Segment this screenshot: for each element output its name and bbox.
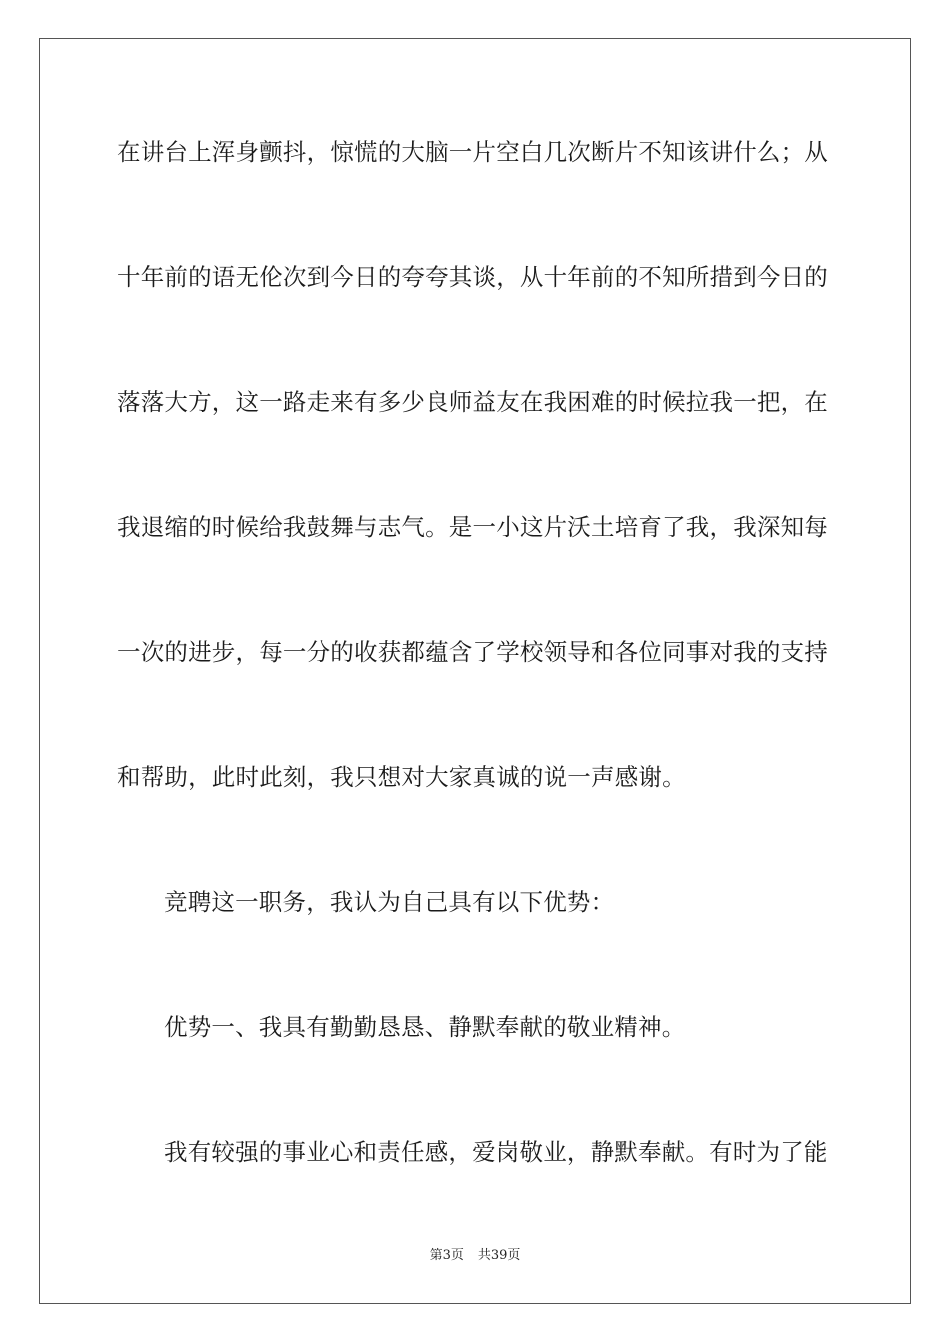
page-border <box>39 38 911 1304</box>
paragraph-line: 一次的进步，每一分的收获都蕴含了学校领导和各位同事对我的支持 <box>117 638 828 666</box>
page-number: 第3页 <box>429 1248 464 1263</box>
total-pages: 共39页 <box>477 1248 521 1263</box>
paragraph-line: 和帮助，此时此刻，我只想对大家真诚的说一声感谢。 <box>117 763 686 791</box>
paragraph-line: 我有较强的事业心和责任感，爱岗敬业，静默奉献。有时为了能 <box>164 1138 828 1166</box>
paragraph-line: 在讲台上浑身颤抖，惊慌的大脑一片空白几次断片不知该讲什么；从 <box>117 138 828 166</box>
paragraph-line: 优势一、我具有勤勤恳恳、静默奉献的敬业精神。 <box>164 1013 686 1041</box>
paragraph-line: 竞聘这一职务，我认为自己具有以下优势： <box>164 888 615 916</box>
paragraph-line: 我退缩的时候给我鼓舞与志气。是一小这片沃土培育了我，我深知每 <box>117 513 828 541</box>
paragraph-line: 落落大方，这一路走来有多少良师益友在我困难的时候拉我一把，在 <box>117 388 828 416</box>
paragraph-line: 十年前的语无伦次到今日的夸夸其谈，从十年前的不知所措到今日的 <box>117 263 828 291</box>
page-footer <box>0 1247 950 1265</box>
